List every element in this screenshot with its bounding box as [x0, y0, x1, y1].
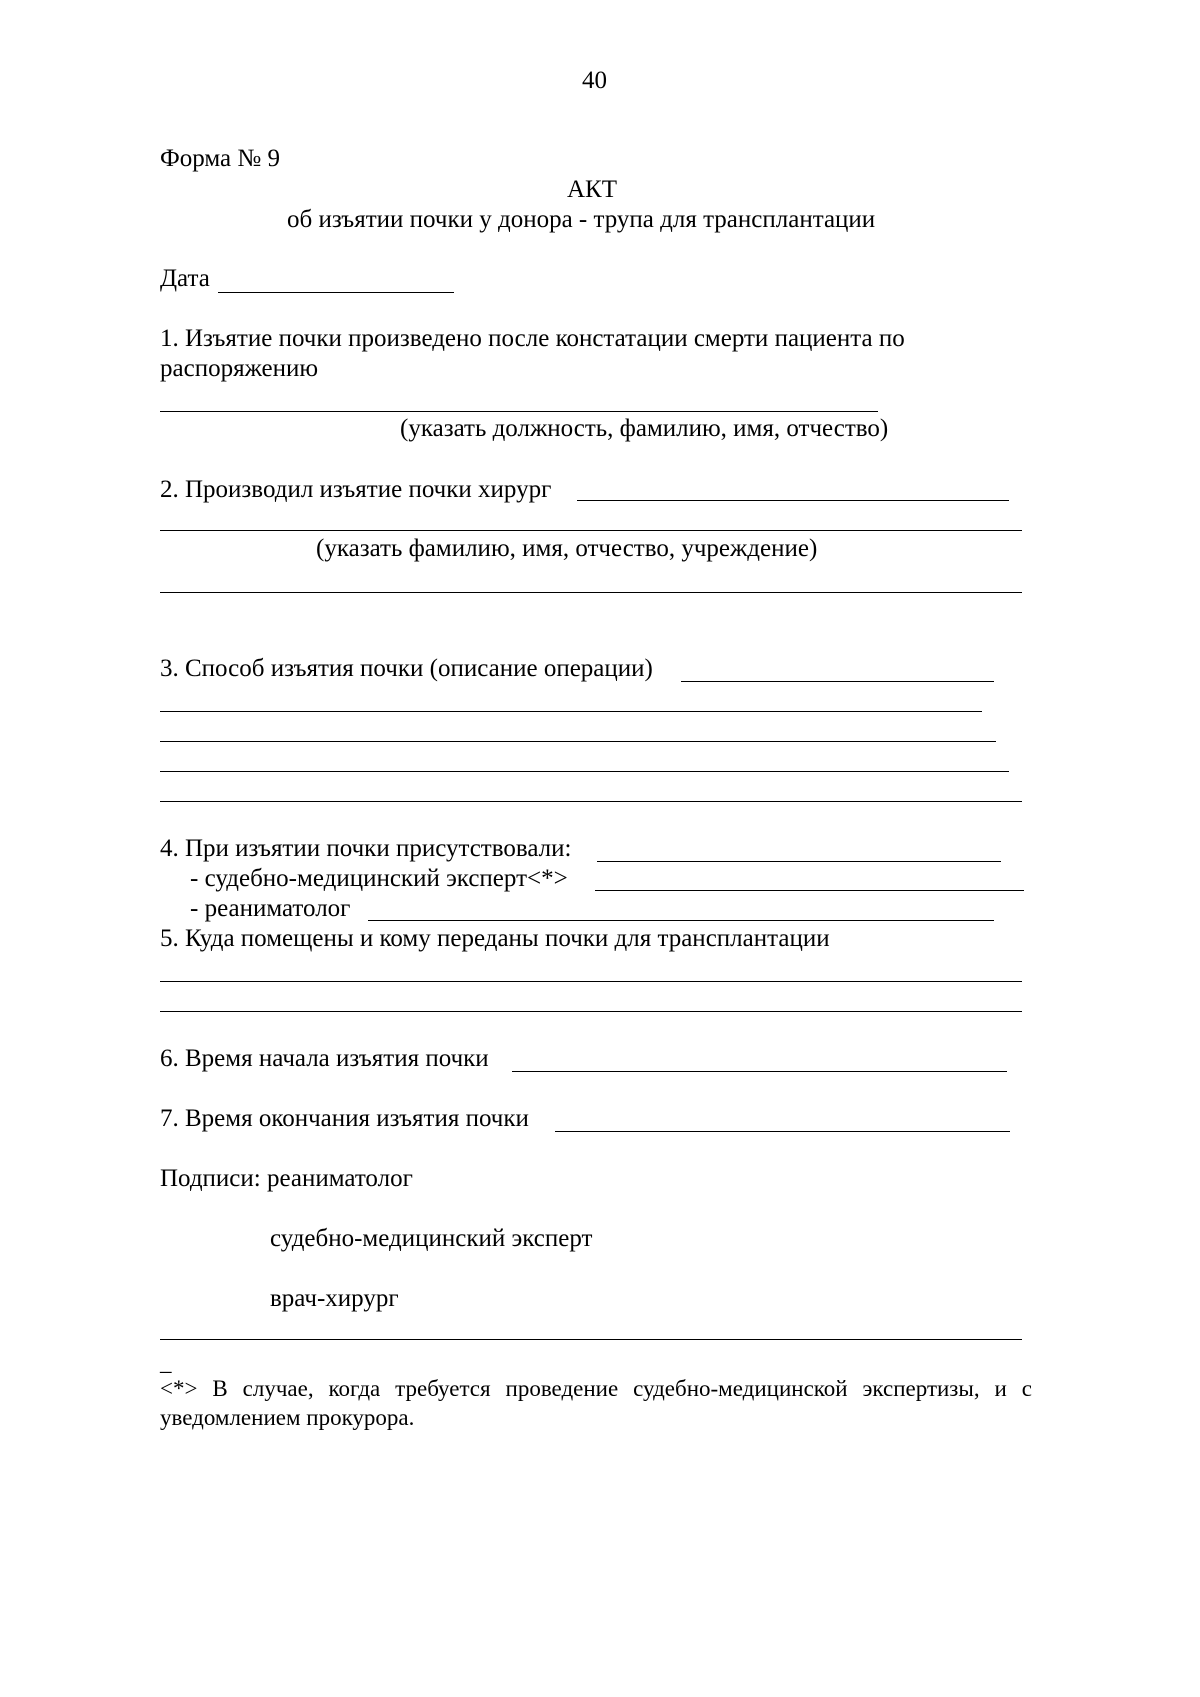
document-title: АКТ [567, 176, 617, 203]
item1-hint: (указать должность, фамилию, имя, отчество) [400, 415, 889, 442]
page-number: 40 [582, 67, 607, 94]
item4-reanimatologist-text: - реаниматолог [190, 895, 351, 922]
item7-field-line[interactable] [555, 1131, 1010, 1132]
item2-hint: (указать фамилию, имя, отчество, учреждение) [316, 535, 818, 562]
item3-text: 3. Способ изъятия почки (описание операции) [160, 655, 653, 682]
item1-text-line1: 1. Изъятие почки произведено после констатации смерти пациента по [160, 325, 905, 352]
footnote-line2: уведомлением прокурора. [160, 1405, 415, 1430]
item4-reanimatologist-field-line[interactable] [368, 920, 994, 921]
footnote-mark: _ [160, 1350, 172, 1375]
form-label: Форма № 9 [160, 145, 280, 172]
item3-field-line-5[interactable] [160, 801, 1022, 802]
item1-text-line2: распоряжению [160, 355, 319, 382]
item3-field-line-1[interactable] [681, 681, 994, 682]
item5-field-line-2[interactable] [160, 1011, 1022, 1012]
item5-field-line-1[interactable] [160, 981, 1022, 982]
signature-surgeon: врач-хирург [270, 1285, 399, 1312]
item4-expert-field-line[interactable] [595, 890, 1024, 891]
date-label: Дата [160, 265, 210, 292]
signatures-label: Подписи: реаниматолог [160, 1165, 413, 1192]
item2-field-line-3[interactable] [160, 592, 1022, 593]
footnote-separator-line [160, 1339, 1022, 1340]
item4-text: 4. При изъятии почки присутствовали: [160, 835, 572, 862]
item4-expert-text: - судебно-медицинский эксперт<*> [190, 865, 568, 892]
signature-expert: судебно-медицинский эксперт [270, 1225, 593, 1252]
item7-text: 7. Время окончания изъятия почки [160, 1105, 529, 1132]
item4-field-line[interactable] [597, 861, 1001, 862]
item2-field-line-2[interactable] [160, 530, 1022, 531]
item3-field-line-3[interactable] [160, 741, 996, 742]
item1-field-line[interactable] [160, 411, 878, 412]
document-subtitle: об изъятии почки у донора - трупа для трансплантации [287, 206, 876, 233]
footnote-line1: <*> В случае, когда требуется проведение судебно-медицинской экспертизы, и с [160, 1376, 1032, 1401]
item6-text: 6. Время начала изъятия почки [160, 1045, 489, 1072]
item2-field-line-1[interactable] [577, 500, 1009, 501]
item5-text: 5. Куда помещены и кому переданы почки для трансплантации [160, 925, 830, 952]
item2-text: 2. Производил изъятие почки хирург [160, 476, 552, 503]
date-field-line[interactable] [218, 292, 454, 293]
item3-field-line-2[interactable] [160, 711, 982, 712]
item3-field-line-4[interactable] [160, 771, 1009, 772]
item6-field-line[interactable] [512, 1071, 1007, 1072]
